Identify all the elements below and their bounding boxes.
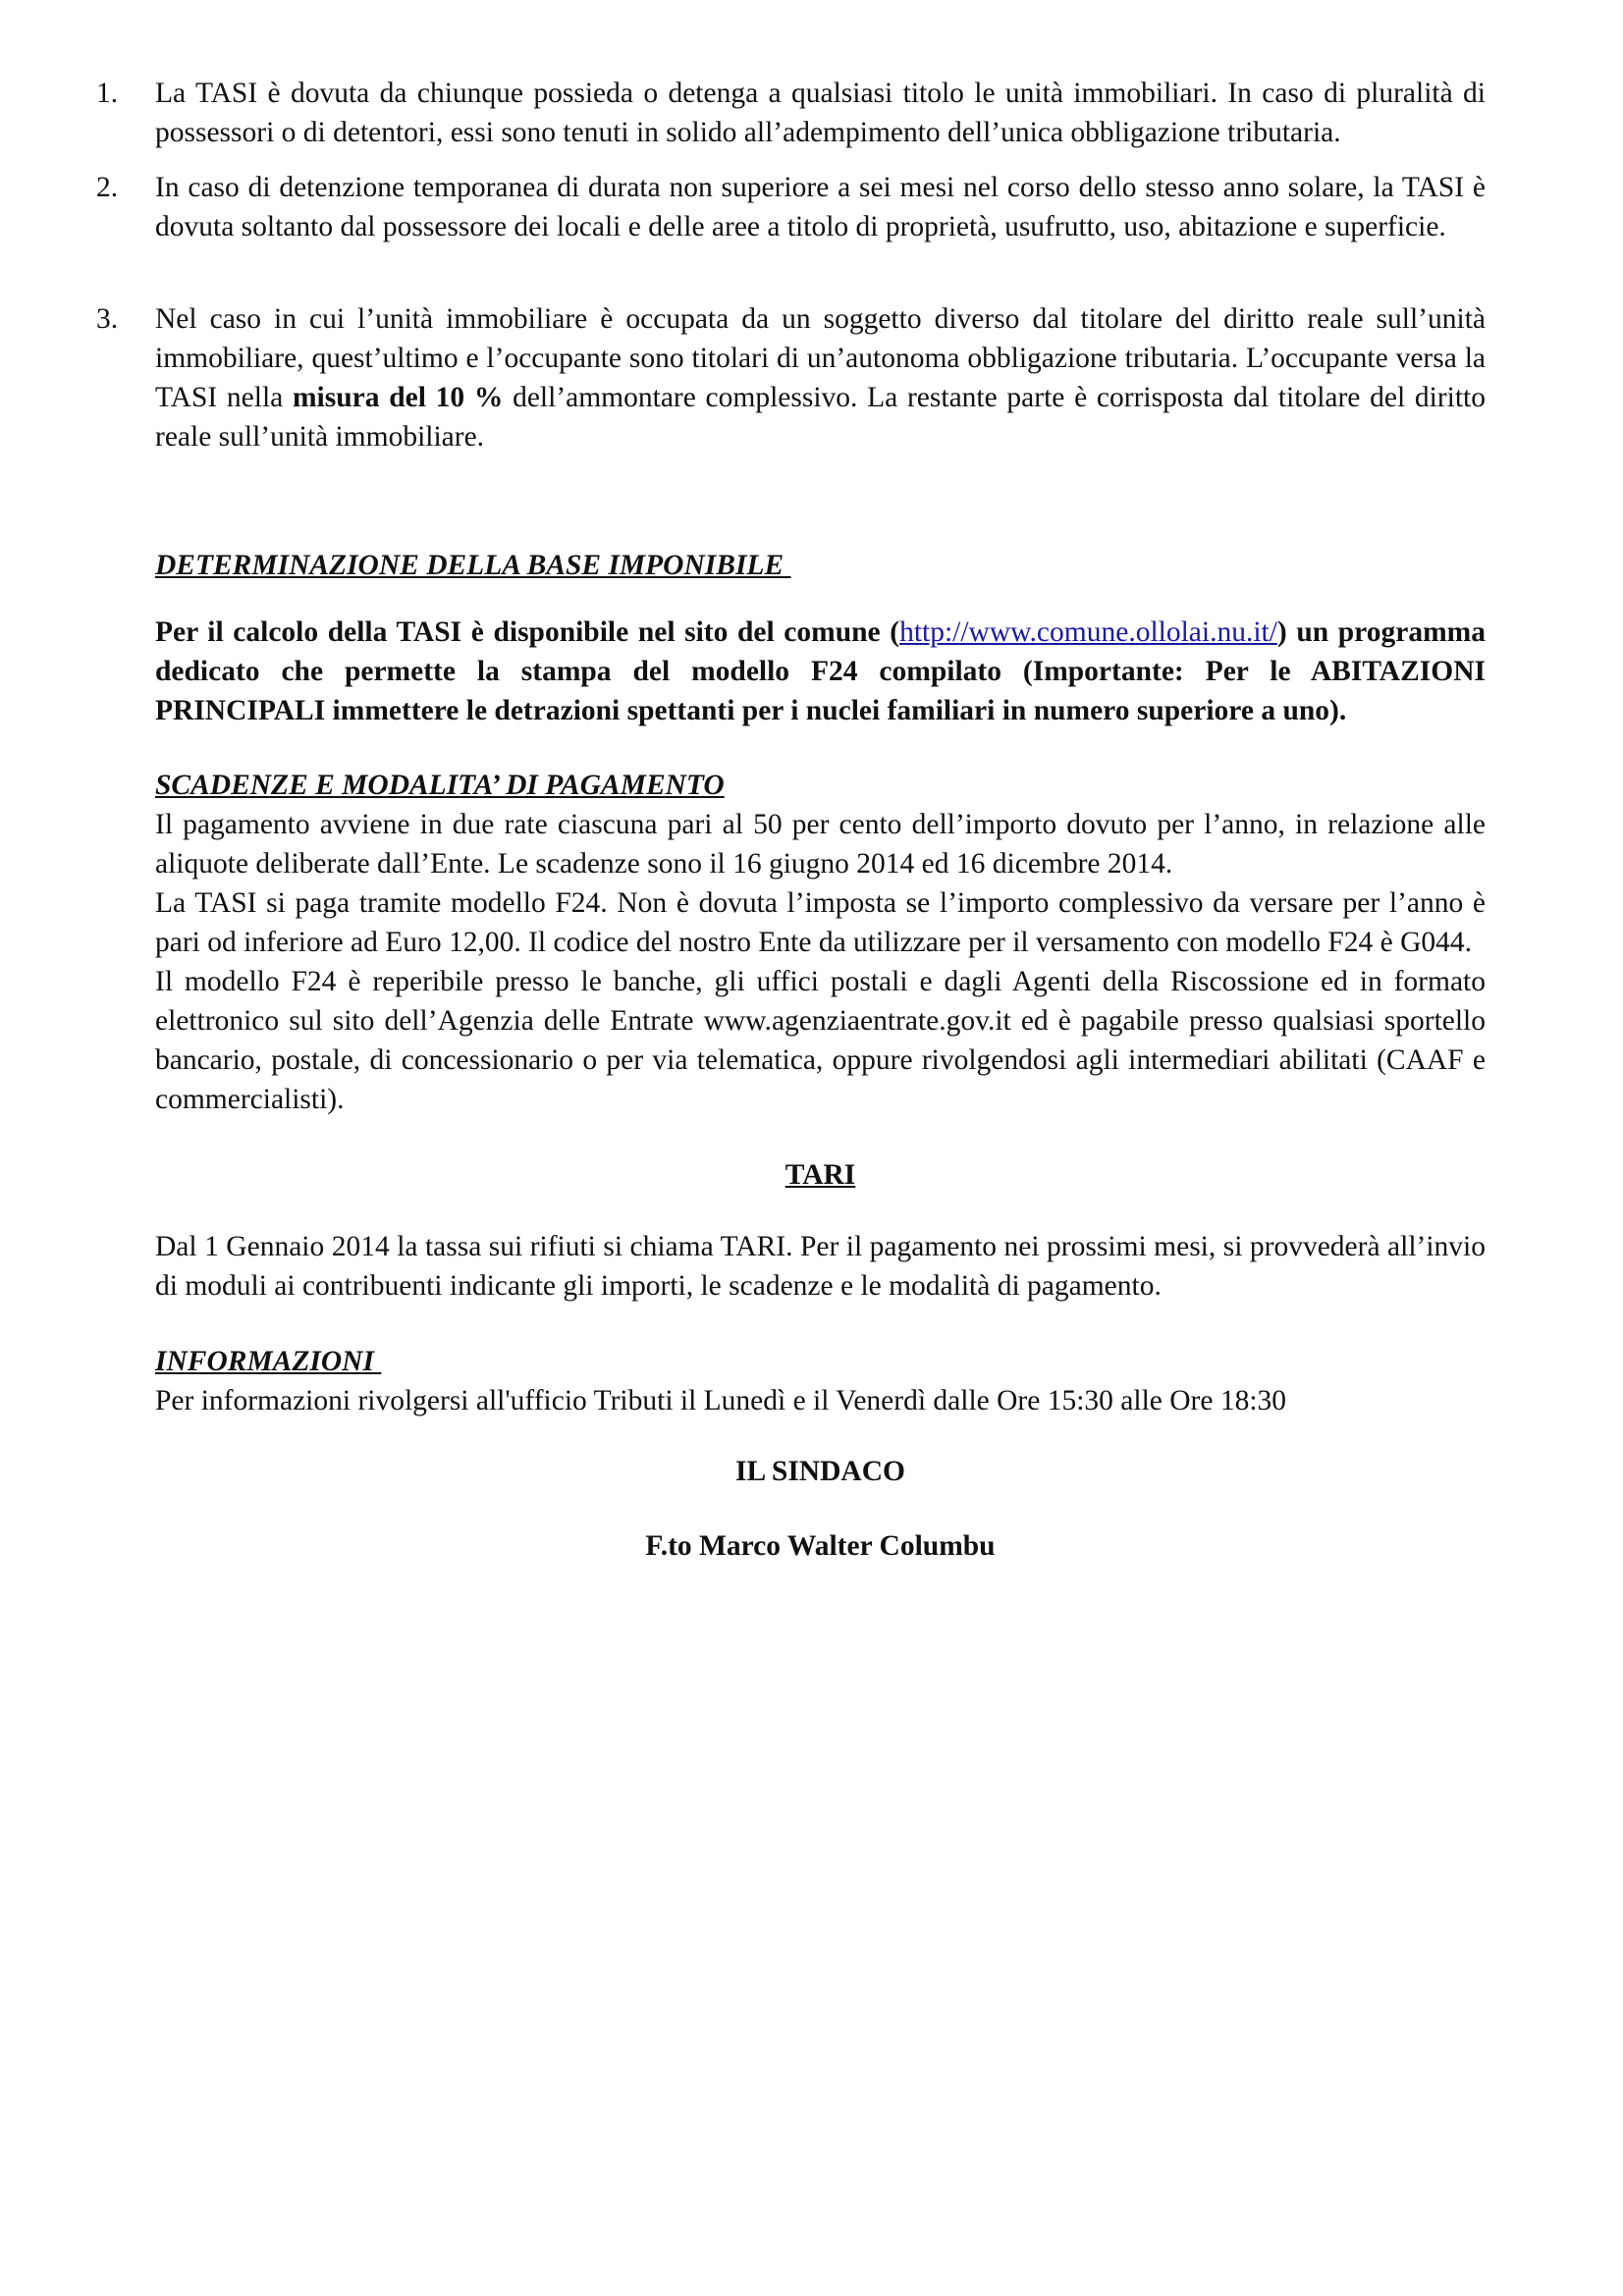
section-heading: DETERMINAZIONE DELLA BASE IMPONIBILE <box>155 550 791 581</box>
list-item-text: Nel caso in cui l’unità immobiliare è occupata da un soggetto diverso dal titolare del diritto reale sull’unità immobiliare, quest’ultimo e l’occupante sono titolari di un’autonoma obbligazione tributaria. L’occupante versa la TASI nella <box>155 303 1486 413</box>
signature-name: F.to Marco Walter Columbu <box>645 1530 996 1562</box>
scadenze-paragraph: La TASI si paga tramite modello F24. Non è dovuta l’imposta se l’importo complessivo da versare per l’anno è pari od inferiore ad Euro 12,00. Il codice del nostro Ente da utilizzare per il versamento con modello F24 è G044. <box>155 887 1486 958</box>
list-item <box>96 74 1486 152</box>
list-number: 2. <box>96 172 119 203</box>
base-imponibile-text <box>155 613 1486 730</box>
list-item <box>96 168 1486 246</box>
base-imponibile-text-after: ) un programma dedicato che permette la stampa del modello F24 compilato (Importante: Per le ABITAZIONI PRINCIPALI immettere le detrazioni spettanti per i nuclei familiari in numero superiore a uno). <box>155 616 1486 726</box>
tari-title: TARI <box>784 1159 856 1191</box>
scadenze-paragraph: Il modello F24 è reperibile presso le banche, gli uffici postali e dagli Agenti della Riscossione ed in formato elettronico sul sito dell’Agenzia delle Entrate www.agenziaentrate.gov.it ed è pagabile presso qualsiasi sportello bancario, postale, di concessionario o per via telematica, oppure rivolgendosi agli intermediari abilitati (CAAF e commercialisti). <box>155 966 1486 1115</box>
list-item-emphasis: misura del 10 % <box>292 382 504 413</box>
comune-website-link[interactable]: http://www.comune.ollolai.nu.it/ <box>899 616 1277 648</box>
informazioni-text: Per informazioni rivolgersi all'ufficio Tributi il Lunedì e il Venerdì dalle Ore 15:30 alle Ore 18:30 <box>155 1385 1287 1416</box>
list-item-text: La TASI è dovuta da chiunque possieda o detenga a qualsiasi titolo le unità immobiliari. In caso di pluralità di possessori o di detentori, essi sono tenuti in solido all’adempimento dell’unica obbligazione tributaria. <box>155 78 1486 148</box>
signature-role: IL SINDACO <box>735 1456 905 1487</box>
section-heading: SCADENZE E MODALITA’ DI PAGAMENTO <box>155 770 725 801</box>
list-number: 3. <box>96 303 119 335</box>
numbered-list <box>96 74 1486 456</box>
scadenze-paragraph: Il pagamento avviene in due rate ciascuna pari al 50 per cento dell’importo dovuto per l’anno, in relazione alle aliquote deliberate dall’Ente. Le scadenze sono il 16 giugno 2014 ed 16 dicembre 2014. <box>155 809 1486 880</box>
base-imponibile-text-before: Per il calcolo della TASI è disponibile nel sito del comune ( <box>155 616 900 648</box>
section-tari <box>96 1155 1486 1306</box>
list-number: 1. <box>96 78 119 109</box>
list-item <box>96 299 1486 456</box>
tari-text: Dal 1 Gennaio 2014 la tassa sui rifiuti si chiama TARI. Per il pagamento nei prossimi mesi, si provvederà all’invio di moduli ai contribuenti indicante gli importi, le scadenze e le modalità di pagamento. <box>155 1231 1486 1302</box>
list-item-text: In caso di detenzione temporanea di durata non superiore a sei mesi nel corso dello stesso anno solare, la TASI è dovuta soltanto dal possessore dei locali e delle aree a titolo di proprietà, usufrutto, uso, abitazione e superficie. <box>155 172 1486 242</box>
list-item-text: dell’ammontare complessivo. La restante parte è corrisposta dal titolare del diritto reale sull’unità immobiliare. <box>155 382 1487 453</box>
section-heading: INFORMAZIONI <box>155 1346 382 1377</box>
section-informazioni <box>96 1342 1486 1420</box>
signature-block <box>96 1452 1486 1566</box>
section-scadenze <box>96 766 1486 1119</box>
section-base-imponibile <box>96 546 1486 730</box>
